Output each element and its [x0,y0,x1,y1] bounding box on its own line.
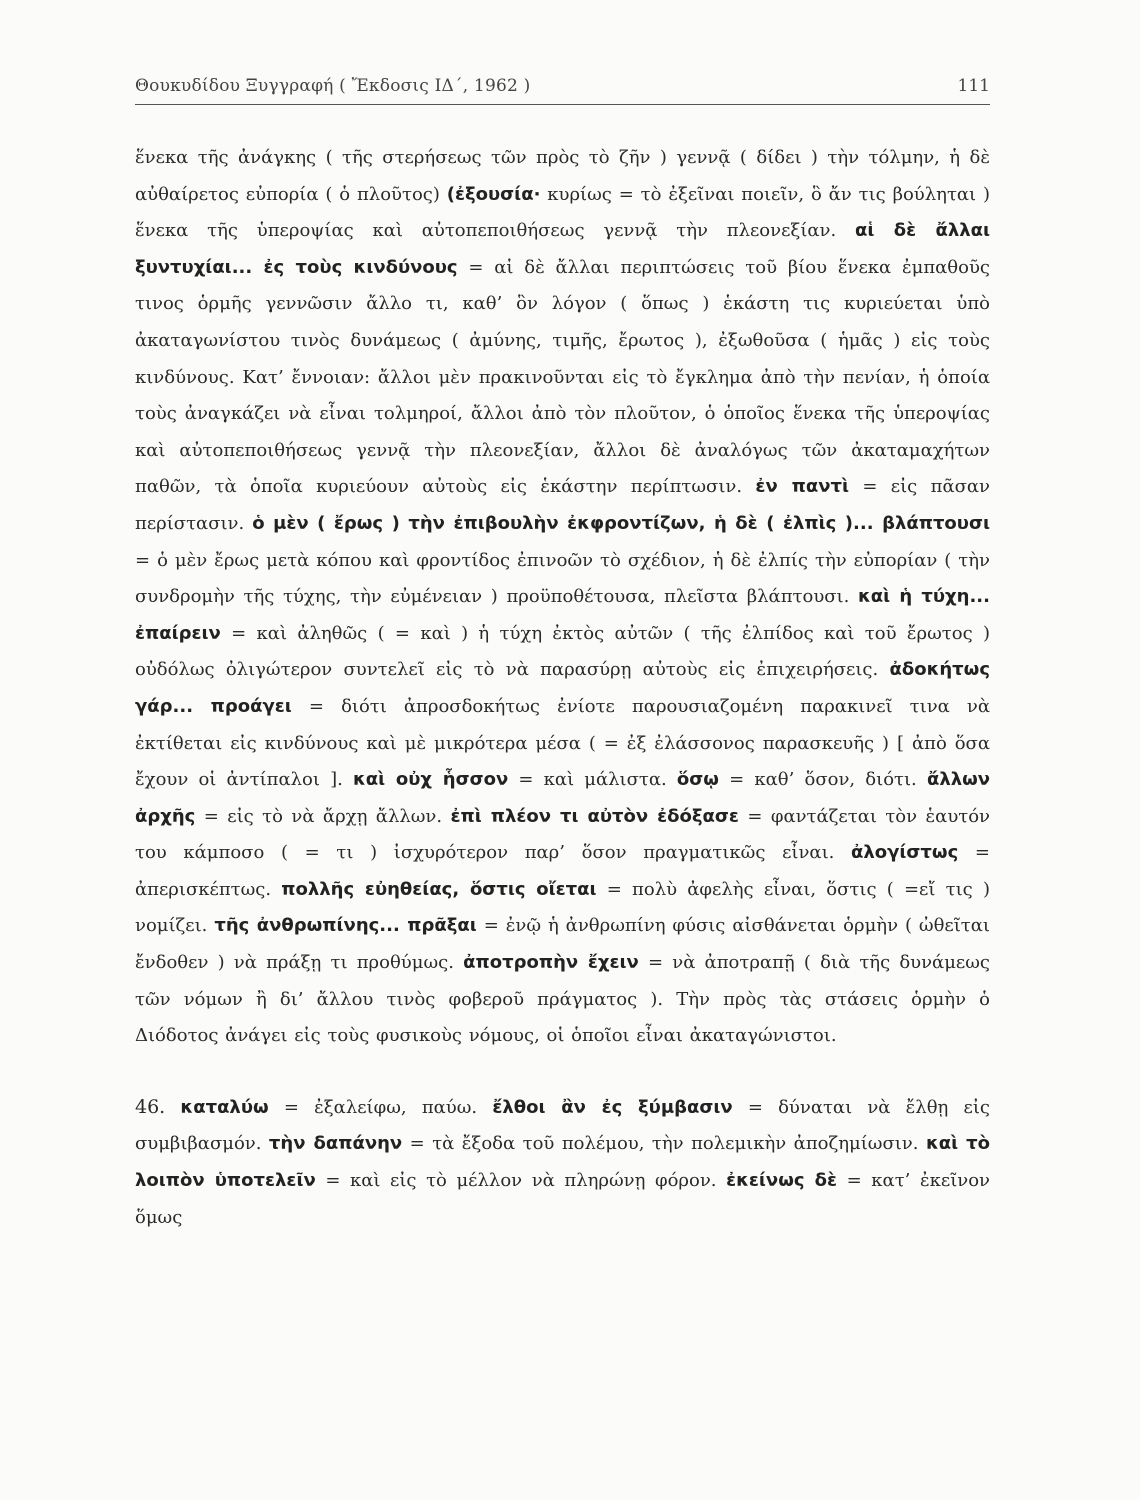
lemma-term: ἀδοκήτως γάρ... προάγει [135,659,990,717]
gloss-text: = ἐνῷ ἡ ἀνθρωπίνη φύσις αἰσθάνεται ὁρμὴν ( ὠθεῖται ἔνδοθεν ) νὰ πράξῃ τι προθύμως. [135,915,990,974]
commentary-body [135,140,990,1236]
lemma-term: ἐν παντὶ [755,476,849,498]
gloss-text: = καὶ μάλιστα. [508,769,677,791]
lemma-term: καὶ ἡ τύχη... ἐπαίρειν [135,586,990,644]
gloss-text: = πολὺ ἀφελὴς εἶναι, ὅστις ( =εἴ τις ) νομίζει. [135,878,990,937]
gloss-text: = εἰς τὸ νὰ ἄρχῃ ἄλλων. [195,805,451,827]
header-title: Θουκυδίδου Ξυγγραφή ( Ἔκδοσις ΙΔ΄, 1962 ) [135,76,531,96]
lemma-term: πολλῆς εὐηθείας, ὅστις οἴεται [281,878,597,900]
gloss-text: = δύναται νὰ ἔλθῃ εἰς συμβιβασμόν. [135,1096,990,1155]
lemma-term: τὴν δαπάνην [268,1133,403,1155]
commentary-paragraph [135,140,990,1055]
lemma-term: ἀλογίστως [851,842,959,864]
lemma-term: καὶ τὸ λοιπὸν ὑποτελεῖν [135,1133,990,1192]
running-header [135,70,990,105]
lemma-term: ὁ μὲν ( ἔρως ) τὴν ἐπιβουλὴν ἐκφροντίζων, ἡ δὲ ( ἐλπὶς )... βλάπτουσι [252,512,990,534]
gloss-text: = κατ’ ἐκεῖνον ὅμως [135,1170,990,1228]
section-number: 46. [135,1095,166,1118]
gloss-text: = φαντάζεται τὸν ἑαυτόν του κάμποσο ( = τι ) ἰσχυρότερον παρ’ ὅσον πραγματικῶς εἶναι. [135,805,990,864]
page-number: 111 [957,76,990,96]
gloss-text: = καὶ ἀληθῶς ( = καὶ ) ἡ τύχη ἐκτὸς αὐτῶν ( τῆς ἐλπίδος καὶ τοῦ ἔρωτος ) οὐδόλως ὀλιγώτερον συντελεῖ εἰς τὸ νὰ παρασύρῃ αὐτοὺς εἰς ἐπιχειρήσεις. [135,622,990,681]
lemma-term: ἐπὶ πλέον τι αὐτὸν ἐδόξασε [450,805,739,827]
gloss-text: = ἀπερισκέπτως. [135,842,990,900]
gloss-text: = αἱ δὲ ἄλλαι περιπτώσεις τοῦ βίου ἕνεκα ἐμπαθοῦς τινος ὁρμῆς γεννῶσιν ἄλλο τι, καθ’ ὃν λόγον ( ὅπως ) ἑκάστη τις κυριεύεται ὑπὸ ἀκαταγωνίστου τινὸς δυνάμεως ( ἀμύνης, τιμῆς, ἔρωτος ), ἐξωθοῦσα ( ἡμᾶς ) εἰς τοὺς κινδύνους. Κατ’ ἔννοιαν: ἄλλοι μὲν πρακινοῦνται εἰς τὸ ἔγκλημα ἀπὸ τὴν πενίαν, ἡ ὁποία τοὺς ἀναγκάζει νὰ εἶναι τολμηροί, ἄλλοι ἀπὸ τὸν πλοῦτον, ὁ ὁποῖος ἕνεκα τῆς ὑπεροψίας καὶ αὐτοπεποιθήσεως γεννᾷ τὴν πλεονεξίαν, ἄλλοι δὲ ἀναλόγως τῶν ἀκαταμαχήτων παθῶν, τὰ ὁποῖα κυριεύουν αὐτοὺς εἰς ἑκάστην περίπτωσιν. [135,256,990,498]
gloss-text: = εἰς πᾶσαν περίστασιν. [135,476,990,534]
lemma-term: ὅσῳ [676,769,719,791]
lemma-term: τῆς ἀνθρωπίνης... πρᾶξαι [214,915,477,937]
lemma-term: ἐκείνως δὲ [726,1170,838,1192]
lemma-term: αἱ δὲ ἄλλαι ξυντυχίαι... ἐς τοὺς κινδύνους [135,220,990,278]
lemma-term: ἄλλων ἀρχῆς [135,769,991,827]
lemma-term: (ἐξουσία· [446,183,541,205]
lemma-term: ἔλθοι ἂν ἐς ξύμβασιν [492,1096,733,1118]
gloss-text: = νὰ ἀποτραπῇ ( διὰ τῆς δυνάμεως τῶν νόμων ἢ δι’ ἄλλου τινὸς φοβεροῦ πράγματος ). Τὴν πρὸς τὰς στάσεις ὁρμὴν ὁ Διόδοτος ἀνάγει εἰς τοὺς φυσικοὺς νόμους, οἱ ὁποῖοι εἶναι ἀκαταγώνιστοι. [135,952,990,1047]
gloss-text: ἕνεκα τῆς ἀνάγκης ( τῆς στερήσεως τῶν πρὸς τὸ ζῆν ) γεννᾷ ( δίδει ) τὴν τόλμην, ἡ δὲ αὐθαίρετος εὐπορία ( ὁ πλοῦτος) [135,147,990,205]
lemma-term: ἀποτροπὴν ἔχειν [463,952,639,974]
gloss-text: = ἐξαλείφω, παύω. [268,1096,493,1118]
gloss-text: = τὰ ἔξοδα τοῦ πολέμου, τὴν πολεμικὴν ἀποζημίωσιν. [402,1133,926,1155]
gloss-text [165,1097,180,1118]
gloss-text: = καθ’ ὅσον, διότι. [718,769,927,791]
commentary-paragraph-46 [135,1089,990,1236]
lemma-term: καὶ οὐχ ἧσσον [353,769,509,791]
gloss-text: = ὁ μὲν ἔρως μετὰ κόπου καὶ φροντίδος ἐπινοῶν τὸ σχέδιον, ἡ δὲ ἐλπίς τὴν εὐπορίαν ( τὴν συνδρομὴν τῆς τύχης, τὴν εὐμένειαν ) προϋποθέτουσα, πλεῖστα βλάπτουσι. [135,549,990,608]
gloss-text: κυρίως = τὸ ἐξεῖναι ποιεῖν, ὃ ἄν τις βούληται ) ἕνεκα τῆς ὑπεροψίας καὶ αὐτοπεποιθήσεως γεννᾷ τὴν πλεονεξίαν. [135,183,991,242]
lemma-term: καταλύω [180,1096,269,1118]
gloss-text: = διότι ἀπροσδοκήτως ἐνίοτε παρουσιαζομένη παρακινεῖ τινα νὰ ἐκτίθεται εἰς κινδύνους καὶ μὲ μικρότερα μέσα ( = ἐξ ἐλάσσονος παρασκευῆς ) [ ἀπὸ ὅσα ἔχουν οἱ ἀντίπαλοι ]. [135,695,990,791]
gloss-text: = καὶ εἰς τὸ μέλλον νὰ πληρώνῃ φόρον. [315,1170,727,1192]
